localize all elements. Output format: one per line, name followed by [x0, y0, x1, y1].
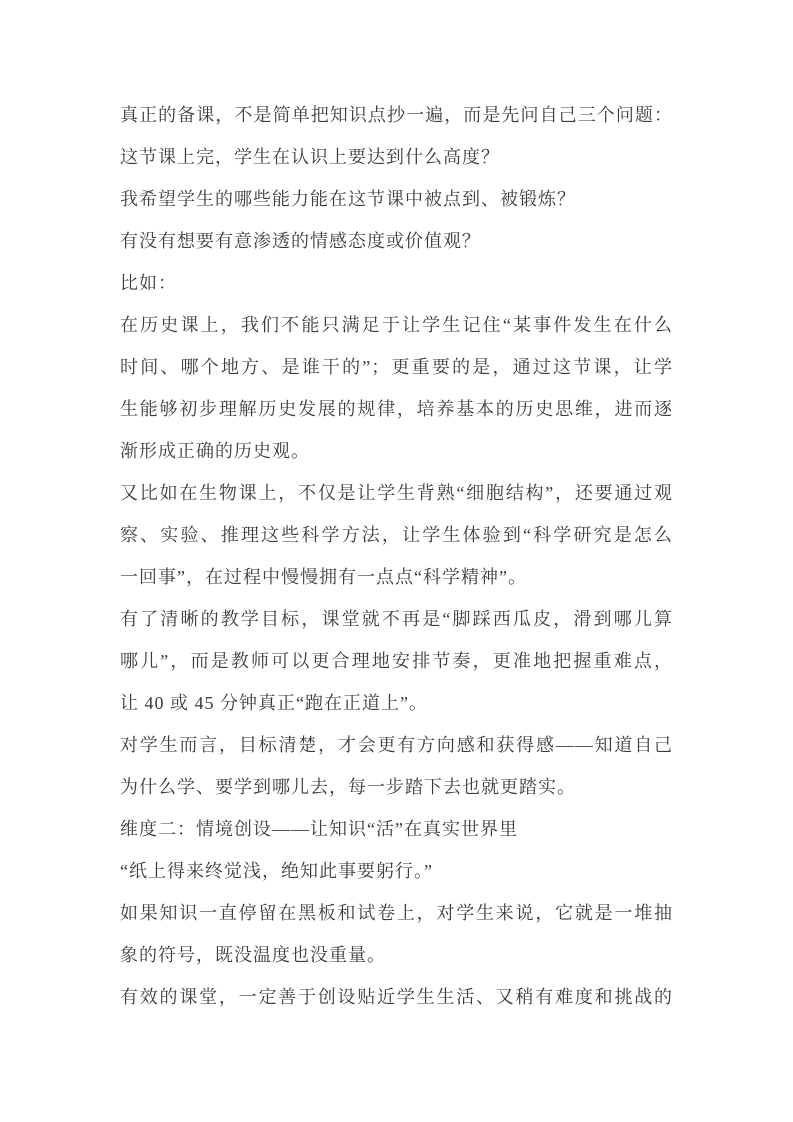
text-line: 维度二：情境创设——让知识“活”在真实世界里	[120, 819, 518, 839]
text-line: 有效的课堂，一定善于创设贴近学生生活、又稍有难度和挑战的	[120, 987, 673, 1007]
text-line: 生能够初步理解历史发展的规律，培养基本的历史思维，进而逐	[120, 399, 673, 419]
text-line: “纸上得来终觉浅，绝知此事要躬行。”	[120, 861, 433, 881]
text-line: 渐形成正确的历史观。	[120, 441, 310, 461]
text-line: 又比如在生物课上，不仅是让学生背熟“细胞结构”，还要通过观	[120, 483, 673, 503]
text-line: 如果知识一直停留在黑板和试卷上，对学生来说，它就是一堆抽	[120, 903, 673, 923]
text-line: 对学生而言，目标清楚，才会更有方向感和获得感——知道自己	[120, 735, 673, 755]
text-line: 真正的备课，不是简单把知识点抄一遍，而是先问自己三个问题：	[120, 105, 673, 125]
text-line: 一回事”，在过程中慢慢拥有一点点“科学精神”。	[120, 567, 527, 587]
text-line: 象的符号，既没温度也没重量。	[120, 945, 386, 965]
text-line: 察、实验、推理这些科学方法，让学生体验到“科学研究是怎么	[120, 525, 673, 545]
text-line: 这节课上完，学生在认识上要达到什么高度？	[120, 147, 500, 167]
text-line: 我希望学生的哪些能力能在这节课中被点到、被锻炼？	[120, 189, 576, 209]
text-line: 在历史课上，我们不能只满足于让学生记住“某事件发生在什么	[120, 315, 673, 335]
text-line: 时间、哪个地方、是谁干的”；更重要的是，通过这节课，让学	[120, 357, 673, 377]
text-line: 有没有想要有意渗透的情感态度或价值观？	[120, 231, 481, 251]
text-line: 为什么学、要学到哪儿去，每一步踏下去也就更踏实。	[120, 777, 576, 797]
text-line: 让 40 或 45 分钟真正“跑在正道上”。	[120, 693, 428, 713]
text-line: 比如：	[120, 273, 177, 293]
document-text-body	[120, 94, 673, 1018]
text-line: 有了清晰的教学目标，课堂就不再是“脚踩西瓜皮，滑到哪儿算	[120, 609, 673, 629]
text-line: 哪儿”，而是教师可以更合理地安排节奏，更准地把握重难点，	[120, 651, 673, 671]
